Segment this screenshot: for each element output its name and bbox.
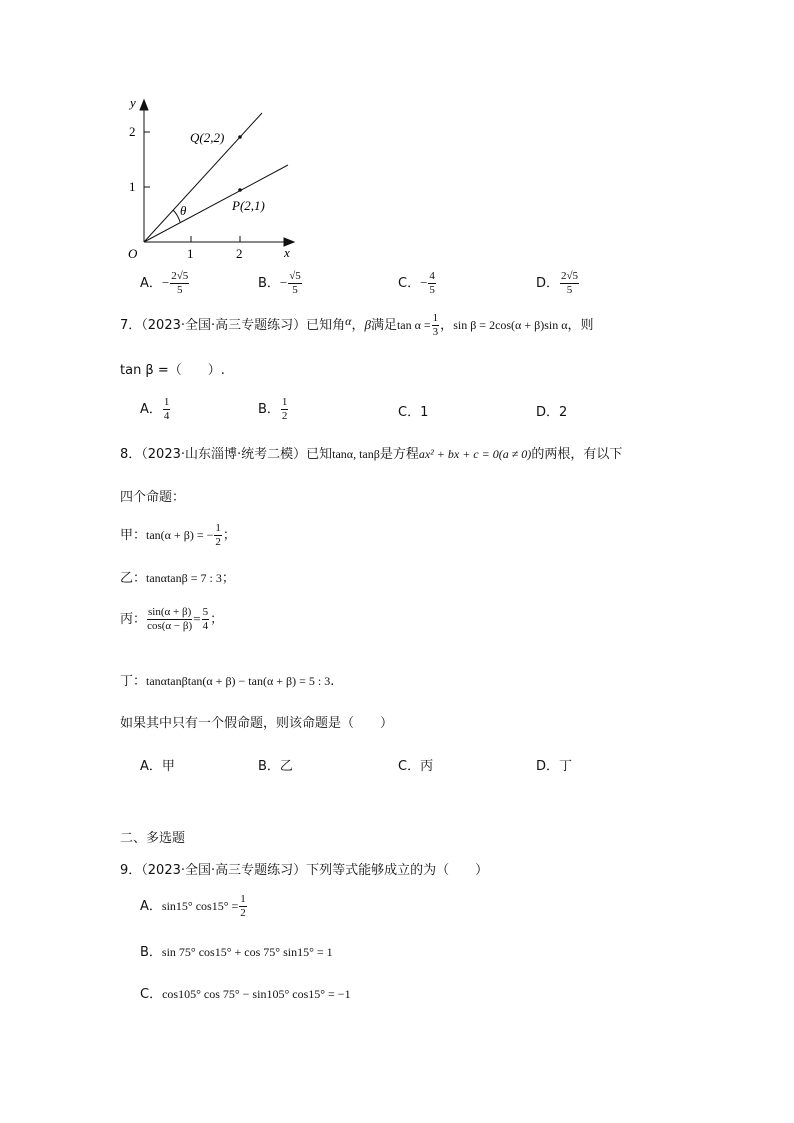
q8-stem-line2: 四个命题： [120,490,186,505]
point-p-label: P(2,1) [232,198,265,213]
q7-stem-line2: tan β =（ ）. [120,363,225,378]
point-q-label: Q(2,2) [190,130,225,145]
statement-label: 丁： [120,674,147,689]
q6-option-c[interactable] [398,270,437,297]
axes [140,100,294,246]
ray-op [144,165,288,242]
fraction [560,270,579,297]
q8-suffix: 的两根，有以下 [531,447,623,462]
fraction [239,893,247,920]
q6-option-letter: A． [140,276,162,291]
q7-stem [120,312,594,339]
q6-option-letter: D． [536,276,560,291]
q7-option-d[interactable]: D．2 [536,405,568,420]
statement-bing [120,606,223,633]
q9-option-letter: A． [140,899,162,914]
statement-end: ； [221,571,235,586]
statement-end: ； [210,612,224,627]
q6-option-letter: B． [258,276,280,291]
denominator: 5 [177,284,183,296]
x-tick-1-label: 1 [187,246,194,261]
q8-stem [120,443,622,462]
statement-label: 丙： [120,612,147,627]
coef: 2 [171,270,177,282]
comma: ， [440,318,454,333]
equation: ax² + bx + c = 0(a ≠ 0) [418,447,532,461]
q6-option-a[interactable] [140,270,190,297]
angle-arc [173,210,180,222]
denominator: 2 [240,907,246,919]
coordinate-figure [0,0,794,270]
q7-suffix: ，则 [567,318,594,333]
q7-option-letter: A． [140,402,162,417]
statement-expr: tanαtanβ = 7 : 3 [146,571,222,585]
q9-option-c[interactable] [140,983,351,1002]
q6-option-d[interactable] [536,270,580,297]
fraction [428,270,436,297]
equals: = [193,611,201,626]
q6-option-b[interactable] [258,270,303,297]
q8-option-c[interactable]: C．丙 [398,759,434,774]
statement-yi [120,567,235,586]
point-p-dot [238,188,242,192]
roots: tanα, tanβ [332,447,380,461]
q9-option-b[interactable] [140,941,333,960]
denominator: 5 [566,284,573,296]
q9-option-a[interactable] [140,893,248,920]
radical: √5 [566,270,579,282]
denominator: cos(α − β) [147,620,193,632]
section-heading: 二、多选题 [120,831,186,846]
alpha-symbol: α [345,314,352,328]
radical: √5 [289,270,301,282]
cond2: sin β = 2cos(α + β)sin α [453,318,568,332]
statement-end: ； [222,528,236,543]
minus-sign: − [161,275,170,290]
fraction [202,606,210,633]
q9-stem: 9．（2023·全国·高三专题练习）下列等式能够成立的为（ ） [120,863,489,878]
q9-option-letter: C． [140,987,163,1002]
q7-option-letter: B． [258,402,280,417]
denominator: 4 [202,620,209,632]
angle-label: θ [180,203,187,218]
option-expr: sin 75° cos15° + cos 75° sin15° = 1 [161,945,333,959]
statement-jia [120,522,236,549]
option-expr: sin15° cos15° = [161,899,239,913]
q8-option-b[interactable]: B．乙 [258,759,293,774]
separator: ， [351,318,365,333]
numerator: 1 [215,522,221,534]
y-axis-arrow [140,100,148,110]
x-tick-2-label: 2 [236,246,243,261]
q8-option-a[interactable]: A．甲 [140,759,175,774]
denominator: 2 [215,536,221,548]
numerator: 5 [202,606,209,618]
q7-option-a[interactable] [140,396,171,423]
q7-option-b[interactable] [258,396,289,423]
cond1-fraction [432,312,440,339]
q8-prefix: 8．（2023·山东淄博·统考二模）已知 [120,447,333,462]
beta-symbol: β [364,317,371,332]
y-tick-1-label: 1 [129,179,136,194]
denominator: 2 [281,410,288,422]
denominator: 5 [429,284,435,296]
q7-prefix: 7．（2023·全国·高三专题练习）已知角 [120,318,346,333]
statement-expr: tan(α + β) = − [146,528,214,542]
minus-sign: − [420,275,428,290]
numerator: 1 [240,893,246,905]
numerator: 1 [432,312,439,324]
denominator: 5 [292,284,298,296]
cond1-left: tan α = [396,318,431,332]
y-tick-2-label: 2 [129,124,136,139]
statement-ding [120,670,334,689]
fraction [281,396,289,423]
fraction [288,270,302,297]
coef: 2 [561,270,567,282]
fraction [214,522,222,549]
numerator: sin(α + β) [148,606,192,618]
x-axis-label: x [284,245,290,260]
statement-label: 乙： [120,571,147,586]
minus-sign: − [279,275,288,290]
y-axis-label: y [130,95,136,110]
fraction [170,270,189,297]
radical: √5 [176,270,189,282]
statement-label: 甲： [120,528,147,543]
point-q-dot [238,135,242,139]
q7-mid: 满足 [370,318,397,333]
denominator: 4 [163,410,170,422]
numerator: 1 [163,396,170,408]
fraction [163,396,171,423]
option-expr: cos105° cos 75° − sin105° cos15° = −1 [162,987,351,1001]
q8-question: 如果其中只有一个假命题，则该命题是（ ） [120,716,394,731]
q8-option-d[interactable]: D．丁 [536,759,573,774]
numerator: 4 [429,270,435,282]
statement-expr: tanαtanβtan(α + β) − tan(α + β) = 5 : 3 [146,674,331,688]
origin-label: O [128,246,138,261]
denominator: 3 [432,326,439,338]
statement-end: . [330,674,335,689]
q7-option-c[interactable]: C．1 [398,405,429,420]
numerator: 1 [281,396,288,408]
q6-option-letter: C． [398,276,421,291]
q9-option-letter: B． [140,945,162,960]
q8-mid: 是方程 [379,447,419,462]
fraction [147,606,192,633]
